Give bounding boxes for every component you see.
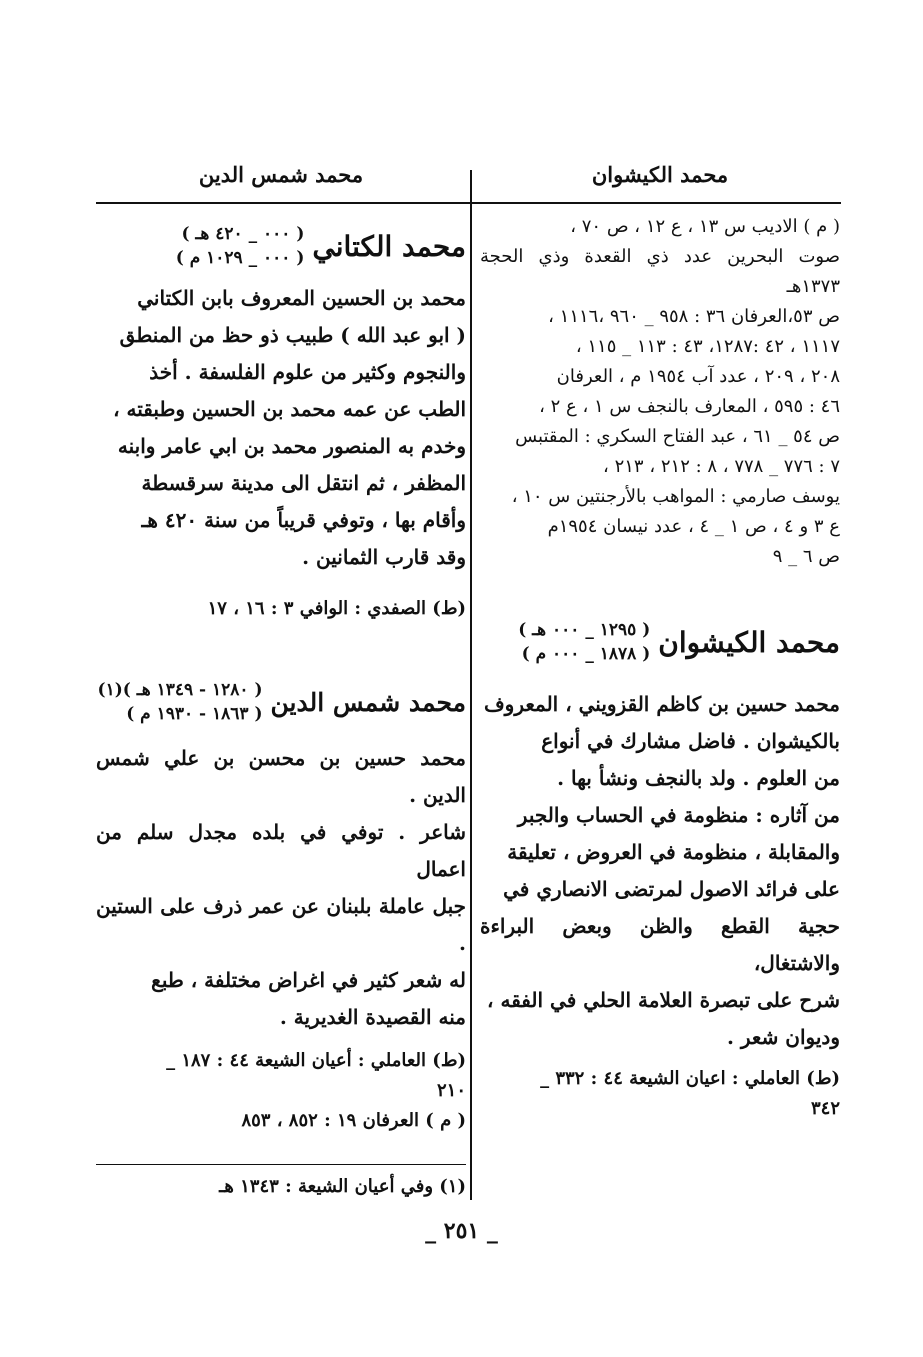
ref-line: ص ٥٣،العرفان ٣٦ : ٩٥٨ _ ٩٦٠ ،١١١٦ ، <box>548 306 840 327</box>
entry-name: محمد الكيشوان <box>658 625 840 659</box>
ref-line: ( م ) الاديب س ١٣ ، ع ١٢ ، ص ٧٠ ، <box>570 216 840 237</box>
body-line: شرح على تبصرة العلامة الحلي في الفقه ، <box>487 988 840 1012</box>
dates-gregorian: ( ١٨٧٨ _ ٠٠٠ م ) <box>521 644 651 664</box>
body-line: وخدم به المنصور محمد بن ابي عامر وابنه <box>117 434 466 458</box>
body-line: ( ابو عبد الله ) طبيب ذو حظ من المنطق <box>119 323 466 347</box>
ref-line: ع ٣ و ٤ ، ص ١ _ ٤ ، عدد نيسان ١٩٥٤م <box>547 516 840 537</box>
body-line: محمد حسين بن محسن بن علي شمس الدين . <box>96 746 466 807</box>
body-line: بالكيشوان . فاضل مشارك في أنواع <box>541 729 840 753</box>
running-header-right: محمد الكيشوان <box>591 162 729 187</box>
body-line: والمقابلة ، منظومة في العروض ، تعليقة <box>507 840 840 864</box>
ref-line: ( م ) العرفان ١٩ : ٨٥٢ ، ٨٥٣ <box>241 1110 466 1131</box>
entry-body-kattani <box>96 280 466 576</box>
dates-gregorian: ( ١٨٦٣ - ١٩٣٠ م ) <box>126 704 263 724</box>
entry-heading-shams <box>96 678 466 726</box>
entry-dates <box>98 678 263 726</box>
body-line: من آثاره : منظومة في الحساب والجبر <box>517 803 840 827</box>
entry-body-shams <box>96 740 466 1036</box>
entry-name: محمد الكتاني <box>312 229 466 263</box>
entry-ref-kattani: (ط) الصفدي : الوافي ٣ : ١٦ ، ١٧ <box>207 598 466 619</box>
body-line: وقد قارب الثمانين . <box>302 545 466 569</box>
entry-dates <box>176 222 305 270</box>
dates-gregorian: ( ٠٠٠ _ ١٠٢٩ م ) <box>175 248 305 268</box>
body-line: وديوان شعر . <box>726 1025 840 1049</box>
dates-hijri: ( ١٢٩٥ _ ٠٠٠ هـ ) <box>518 620 651 640</box>
ref-line: ١١١٧ ، ٤٢ :١٢٨٧، ٤٣ : ١١٣ _ ١١٥ ، <box>575 336 840 357</box>
header-rule <box>96 202 841 204</box>
body-line: محمد بن الحسين المعروف بابن الكتاني <box>137 286 466 310</box>
page-number: _ ٢٥١ _ <box>425 1218 498 1244</box>
dates-hijri: ( ٠٠٠ _ ٤٢٠ هـ ) <box>181 224 305 244</box>
footnote: (١) وفي أعيان الشيعة : ١٣٤٣ هـ <box>219 1176 466 1197</box>
entry-body-kishwan <box>480 686 840 1056</box>
ref-line: ٤٦ : ٥٩٥ ، المعارف بالنجف س ١ ، ع ٢ ، <box>539 396 840 417</box>
body-line: له شعر كثير في اغراض مختلفة ، طبع <box>151 968 466 992</box>
ref-line: ص ٦ _ ٩ <box>772 546 840 567</box>
body-line: من العلوم . ولد بالنجف ونشأ بها . <box>557 766 840 790</box>
running-header-left: محمد شمس الدين <box>198 162 364 187</box>
body-line: والنجوم وكثير من علوم الفلسفة . أخذ <box>149 360 466 384</box>
dates-hijri: ( ١٢٨٠ - ١٣٤٩ هـ )(١) <box>97 680 263 700</box>
body-line: وأقام بها ، وتوفي قريباً من سنة ٤٢٠ هـ <box>141 508 466 532</box>
ref-line: ٣٤٢ <box>810 1098 840 1119</box>
entry-ref-shams <box>96 1046 466 1136</box>
body-line: جبل عاملة بلبنان عن عمر ذرف على الستين . <box>96 894 466 955</box>
ref-line: ٢٠٨ ، ٢٠٩ ، عدد آب ١٩٥٤ م ، العرفان <box>556 366 840 387</box>
ref-line: ص ٥٤ _ ٦١ ، عبد الفتاح السكري : المقتبس <box>515 426 840 447</box>
entry-name: محمد شمس الدين <box>270 687 466 717</box>
left-column <box>96 214 466 1136</box>
body-line: على فرائد الاصول لمرتضى الانصاري في <box>503 877 840 901</box>
body-line: الطب عن عمه محمد بن الحسين وطبقته ، <box>113 397 466 421</box>
ref-line: صوت البحرين عدد ذي القعدة وذي الحجة ١٣٧٣هـ <box>480 246 840 297</box>
entry-dates <box>518 618 650 666</box>
body-line: منه القصيدة الغديرية . <box>279 1005 466 1029</box>
ref-line: (ط) العاملي : اعيان الشيعة ٤٤ : ٣٣٢ _ <box>540 1068 840 1089</box>
body-line: شاعر . توفي في بلده مجدل سلم من اعمال <box>96 820 466 881</box>
right-column <box>480 212 840 1124</box>
body-line: محمد حسين بن كاظم القزويني ، المعروف <box>483 692 840 716</box>
entry-heading-kishwan <box>480 618 840 666</box>
ref-line: ٧ : ٧٧٦ _ ٧٧٨ ، ٨ : ٢١٢ ، ٢١٣ ، <box>603 456 840 477</box>
ref-line: (ط) العاملي : أعيان الشيعة ٤٤ : ١٨٧ _ <box>166 1050 466 1071</box>
entry-ref-kishwan <box>480 1064 840 1124</box>
ref-line: ٢١٠ <box>436 1080 466 1101</box>
body-line: حجية القطع والظن وبعض البراءة والاشتغال، <box>480 914 840 975</box>
entry-heading-kattani <box>96 222 466 270</box>
body-line: المظفر ، ثم انتقل الى مدينة سرقسطة <box>141 471 466 495</box>
ref-line: يوسف صارمي : المواهب بالأرجنتين س ١٠ ، <box>511 486 840 507</box>
footnote-rule <box>96 1164 466 1165</box>
column-divider <box>470 170 472 1200</box>
refs-top <box>480 212 840 572</box>
